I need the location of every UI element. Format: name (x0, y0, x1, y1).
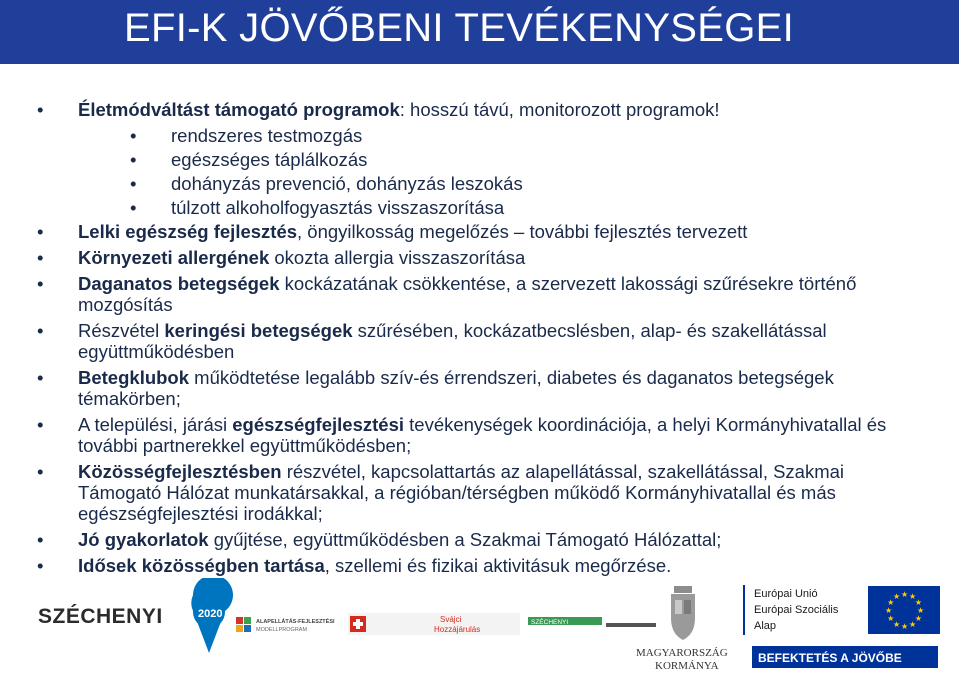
befektetes-banner (752, 646, 938, 668)
eu-line2: Európai Szociális (754, 604, 839, 616)
kormanya-label: KORMÁNYA (655, 660, 719, 672)
szechenyi-small-logo (528, 617, 656, 627)
item-text: dohányzás prevenció, dohányzás leszokás (171, 173, 523, 194)
bullet-icon: • (37, 273, 44, 294)
item-text: működtetése legalább szív-és érrendszeri, diabetes és daganatos betegségek témakörben; (78, 367, 834, 409)
item-bold-text: Jó gyakorlatok (78, 529, 209, 550)
szechenyi-2020-logo (38, 578, 233, 653)
bullet-icon: • (130, 149, 137, 170)
eu-star-icon: ★ (909, 592, 917, 602)
item-bold-text: keringési betegségek (164, 320, 353, 341)
item-bold-text: Környezeti allergének (78, 247, 270, 268)
list-item (0, 99, 959, 120)
item-text: részvétel, kapcsolattartás az alapellátással, szakellátással, Szakmai Támogató Hálózat munkatársakkal, a régióban/térségben működő Kormányhivatallal és más egészségfejlesztési irodákkal; (78, 461, 845, 524)
item-text: , szellemi és fizikai aktivitásuk megőrzése. (324, 555, 672, 576)
list-item (0, 529, 959, 550)
svajci-line1: Svájci (440, 615, 462, 624)
alapellatas-line1: ALAPELLÁTÁS-FEJLESZTÉSI (256, 619, 335, 625)
list-item (0, 273, 959, 315)
eu-text-block (743, 585, 839, 635)
alapellatas-logo (236, 617, 335, 633)
befektetes-label: BEFEKTETÉS A JÖVŐBE (758, 651, 902, 665)
eu-line1: Európai Unió (754, 588, 818, 600)
alapellatas-line2: MODELLPROGRAM (256, 627, 308, 633)
eu-star-icon: ★ (887, 598, 895, 607)
item-text: A települési, járási (78, 414, 233, 435)
footer-logos (0, 578, 959, 676)
bullet-icon: • (37, 221, 44, 242)
list-item (0, 555, 959, 576)
item-text: tevékenységek koordinációja, a helyi Kormányhivatallal és további partnerekkel együttműködésben; (78, 414, 887, 456)
eu-star-icon: ★ (914, 598, 923, 607)
eu-star-icon: ★ (885, 606, 893, 615)
bullet-icon: • (37, 529, 44, 550)
item-text: gyűjtése, együttműködésben a Szakmai Támogató Hálózattal; (208, 529, 722, 550)
item-text: okozta allergia visszaszorítása (269, 247, 526, 268)
bullet-icon: • (37, 99, 44, 120)
slide-title: EFI-K JÖVŐBENI TEVÉKENYSÉGEI (124, 6, 795, 50)
item-bold-text: Életmódváltást támogató programok (78, 99, 400, 120)
eu-star-icon: ★ (901, 590, 909, 599)
bullet-list (0, 99, 959, 581)
coat-of-arms-icon (636, 586, 728, 672)
eu-star-icon: ★ (914, 614, 923, 623)
sub-list-item (0, 125, 959, 146)
bullet-icon: • (37, 320, 44, 341)
sub-list-item (0, 173, 959, 194)
item-bold-text: Idősek közösségben tartása (78, 555, 325, 576)
item-text: kockázatának csökkentése, a szervezett lakossági szűrésekre történő mozgósítás (78, 273, 857, 315)
list-item (0, 367, 959, 409)
magyarorszag-label: MAGYARORSZÁG (636, 647, 728, 659)
item-text: Részvétel (78, 320, 165, 341)
item-bold-text: Közösségfejlesztésben (78, 461, 282, 482)
item-text: rendszeres testmozgás (171, 125, 363, 146)
szechenyi-label: SZÉCHENYI (38, 605, 163, 628)
item-text: szűrésében, kockázatbecslésben, alap- és szakellátással együttműködésben (78, 320, 827, 362)
item-text: : hosszú távú, monitorozott programok! (399, 99, 720, 120)
year-label: 2020 (198, 608, 223, 620)
bullet-icon: • (37, 555, 44, 576)
szechenyi-small-label: SZÉCHENYI (531, 619, 569, 626)
item-bold-text: Daganatos betegségek (78, 273, 280, 294)
item-text: túlzott alkoholfogyasztás visszaszorítása (171, 197, 505, 218)
item-text: , öngyilkosság megelőzés – további fejlesztés tervezett (297, 221, 748, 242)
eu-star-icon: ★ (893, 619, 901, 629)
eu-star-icon: ★ (887, 614, 895, 623)
eu-star-icon: ★ (917, 606, 925, 615)
list-item (0, 320, 959, 362)
item-text: egészséges táplálkozás (171, 149, 368, 170)
bullet-icon: • (37, 461, 44, 482)
sub-list-item (0, 197, 959, 218)
svajci-line2: Hozzájárulás (434, 625, 481, 634)
bullet-icon: • (37, 247, 44, 268)
bullet-icon: • (130, 173, 137, 194)
svajci-logo (348, 613, 520, 635)
list-item (0, 414, 959, 456)
list-item (0, 221, 959, 242)
eu-flag-icon (868, 586, 940, 634)
eu-star-icon: ★ (893, 592, 901, 602)
list-item (0, 247, 959, 268)
eu-line3: Alap (754, 620, 777, 632)
bullet-icon: • (37, 414, 44, 435)
bullet-icon: • (130, 197, 137, 218)
bullet-icon: • (37, 367, 44, 388)
bullet-icon: • (130, 125, 137, 146)
list-item (0, 461, 959, 524)
sub-list-item (0, 149, 959, 170)
eu-star-icon: ★ (909, 619, 917, 629)
item-bold-text: Betegklubok (78, 367, 190, 388)
eu-star-icon: ★ (901, 622, 909, 631)
item-bold-text: egészségfejlesztési (232, 414, 404, 435)
item-bold-text: Lelki egészség fejlesztés (78, 221, 298, 242)
